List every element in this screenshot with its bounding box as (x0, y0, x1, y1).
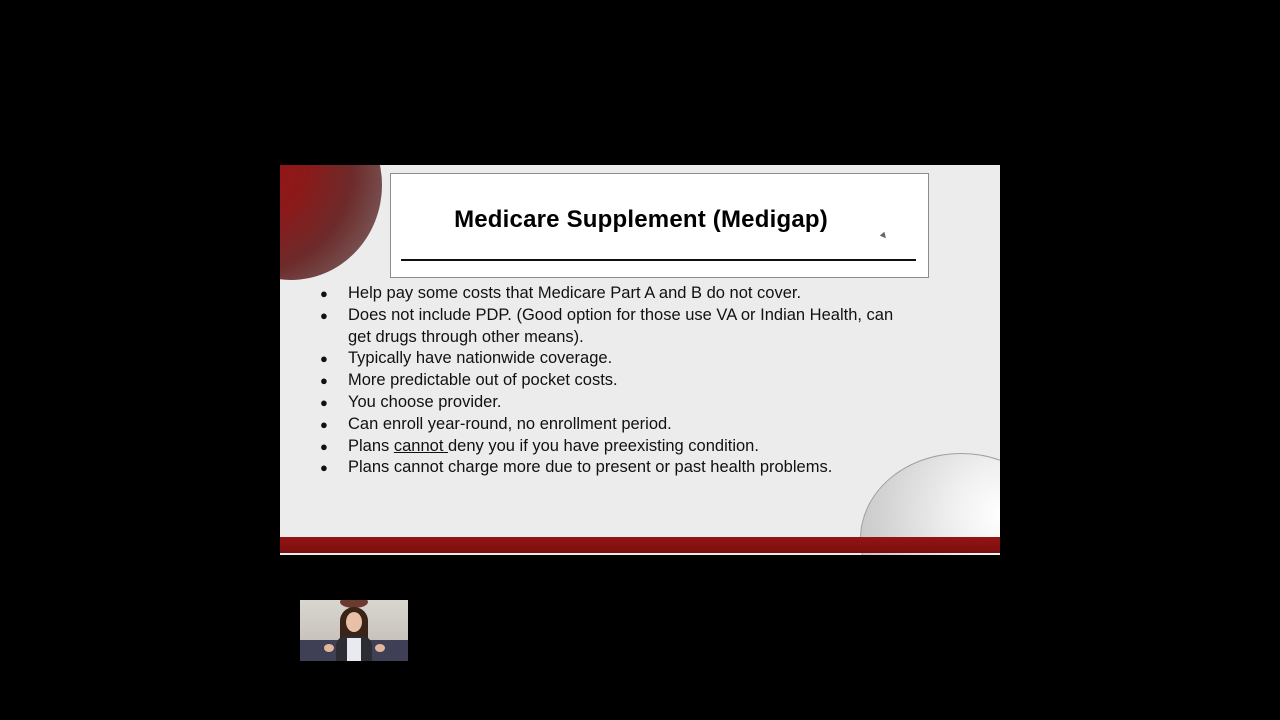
bullet-text: Can enroll year-round, no enrollment period. (348, 414, 672, 433)
bullet-text: Typically have nationwide coverage. (348, 349, 613, 368)
presenter-hand-left (324, 644, 334, 652)
bullet-icon: ● (320, 307, 328, 323)
bullet-text-end: deny you if you have preexisting condition. (447, 436, 759, 455)
presentation-slide (280, 165, 1000, 555)
list-item (320, 305, 960, 349)
bullet-icon: ● (320, 460, 328, 476)
presenter-video-icon (300, 600, 408, 661)
presenter-shirt (347, 638, 361, 661)
list-item (320, 457, 960, 479)
list-item (320, 392, 960, 414)
slide-title: Medicare Supplement (Medigap) (454, 206, 828, 233)
bullet-icon: ● (320, 286, 328, 301)
slide-title-box (390, 173, 929, 278)
list-item (320, 370, 960, 392)
bullet-icon: ● (320, 351, 328, 367)
bullet-text-start: Plans (348, 436, 394, 455)
list-item (320, 348, 960, 370)
bullet-list (320, 283, 960, 479)
presenter-face (346, 612, 362, 632)
bullet-text: Does not include PDP. (Good option for those use VA or Indian Health, can (348, 305, 894, 324)
title-underline-rule (401, 259, 916, 261)
bullet-icon: ● (320, 416, 328, 432)
bullet-icon: ● (320, 373, 328, 389)
bullet-text: More predictable out of pocket costs. (348, 371, 618, 390)
list-item (320, 283, 960, 305)
decorative-red-circle (280, 165, 382, 280)
presenter-hand-right (375, 644, 385, 652)
slide-footer-band (280, 537, 1000, 553)
bullet-icon: ● (320, 438, 328, 454)
underlined-emphasis: cannot (393, 436, 448, 455)
bullet-text: Help pay some costs that Medicare Part A and B do not cover. (348, 284, 802, 302)
list-item (320, 414, 960, 436)
bullet-text-continued: get drugs through other means). (348, 327, 584, 346)
bullet-icon: ● (320, 394, 328, 410)
bullet-text: You choose provider. (348, 392, 502, 411)
bullet-text: Plans cannot charge more due to present or past health problems. (348, 458, 833, 477)
list-item (320, 436, 960, 458)
